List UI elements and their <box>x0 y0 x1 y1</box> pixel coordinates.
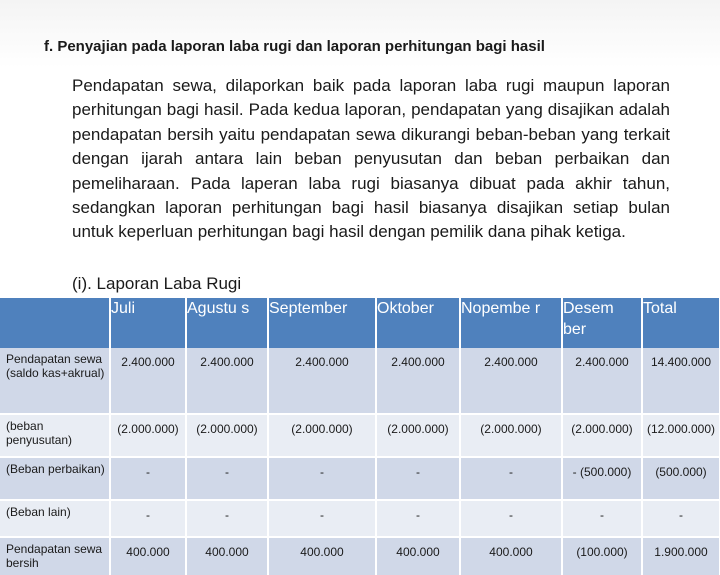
column-header-empty <box>0 298 110 348</box>
table-cell: 400.000 <box>460 537 562 575</box>
table-cell: - <box>186 457 268 500</box>
table-cell: - <box>376 457 460 500</box>
table-cell: (500.000) <box>642 457 720 500</box>
table-cell: 400.000 <box>186 537 268 575</box>
column-header-oktober: Oktober <box>376 298 460 348</box>
table-cell: 2.400.000 <box>376 348 460 414</box>
table-cell: (2.000.000) <box>376 414 460 457</box>
table-cell: - <box>268 457 376 500</box>
table-row <box>0 500 720 537</box>
table-cell: 2.400.000 <box>562 348 642 414</box>
row-label: Pendapatan sewa bersih <box>0 537 110 575</box>
table-cell: 400.000 <box>110 537 186 575</box>
row-label: (beban penyusutan) <box>0 414 110 457</box>
report-subheading: (i). Laporan Laba Rugi <box>72 274 242 293</box>
table-cell: - <box>562 500 642 537</box>
table-cell: (12.000.000) <box>642 414 720 457</box>
table-cell: - <box>460 457 562 500</box>
body-paragraph: Pendapatan sewa, dilaporkan baik pada laporan laba rugi maupun laporan perhitungan bagi hasil. Pada kedua laporan, pendapatan yang disajikan adalah pendapatan bersih yaitu pendapatan sewa dikurangi beban-beban yang terkait dengan ijarah antara lain beban penyusutan dan beban perbaikan dan pemeliharaan. Pada laperan laba rugi biasanya dibuat pada akhir tahun, sedangkan laporan perhitungan bagi hasil biasanya disajikan setiap bulan untuk keperluan perhitungan bagi hasil dengan pemilik dana pihak ketiga. <box>72 76 670 242</box>
slide-header-band <box>0 0 720 68</box>
row-label: (Beban perbaikan) <box>0 457 110 500</box>
table-cell: 2.400.000 <box>110 348 186 414</box>
table-row <box>0 348 720 414</box>
table-cell: - <box>376 500 460 537</box>
table-row <box>0 537 720 575</box>
table-cell: 14.400.000 <box>642 348 720 414</box>
column-header-september: September <box>268 298 376 348</box>
table-cell: - <box>186 500 268 537</box>
table-cell: - <box>268 500 376 537</box>
column-header-agustus: Agustu s <box>186 298 268 348</box>
table-cell: - <box>460 500 562 537</box>
column-header-desember: Desem ber <box>562 298 642 348</box>
column-header-total: Total <box>642 298 720 348</box>
section-heading: f. Penyajian pada laporan laba rugi dan laporan perhitungan bagi hasil <box>44 38 545 55</box>
table-cell: (2.000.000) <box>186 414 268 457</box>
table-cell: 2.400.000 <box>268 348 376 414</box>
table-cell: 400.000 <box>376 537 460 575</box>
table-cell: (100.000) <box>562 537 642 575</box>
table-cell: - <box>110 500 186 537</box>
table-cell: (2.000.000) <box>110 414 186 457</box>
table-row <box>0 414 720 457</box>
row-label: (Beban lain) <box>0 500 110 537</box>
table-cell: 400.000 <box>268 537 376 575</box>
table-cell: (2.000.000) <box>562 414 642 457</box>
income-statement-table <box>0 298 720 575</box>
column-header-juli: Juli <box>110 298 186 348</box>
table-cell: (2.000.000) <box>460 414 562 457</box>
column-header-nopember: Nopembe r <box>460 298 562 348</box>
table-cell: - <box>642 500 720 537</box>
table-cell: (2.000.000) <box>268 414 376 457</box>
row-label: Pendapatan sewa (saldo kas+akrual) <box>0 348 110 414</box>
table-cell: 2.400.000 <box>460 348 562 414</box>
table-row <box>0 457 720 500</box>
table-cell: - (500.000) <box>562 457 642 500</box>
table-cell: - <box>110 457 186 500</box>
table-header-row <box>0 298 720 348</box>
table-cell: 1.900.000 <box>642 537 720 575</box>
table-cell: 2.400.000 <box>186 348 268 414</box>
